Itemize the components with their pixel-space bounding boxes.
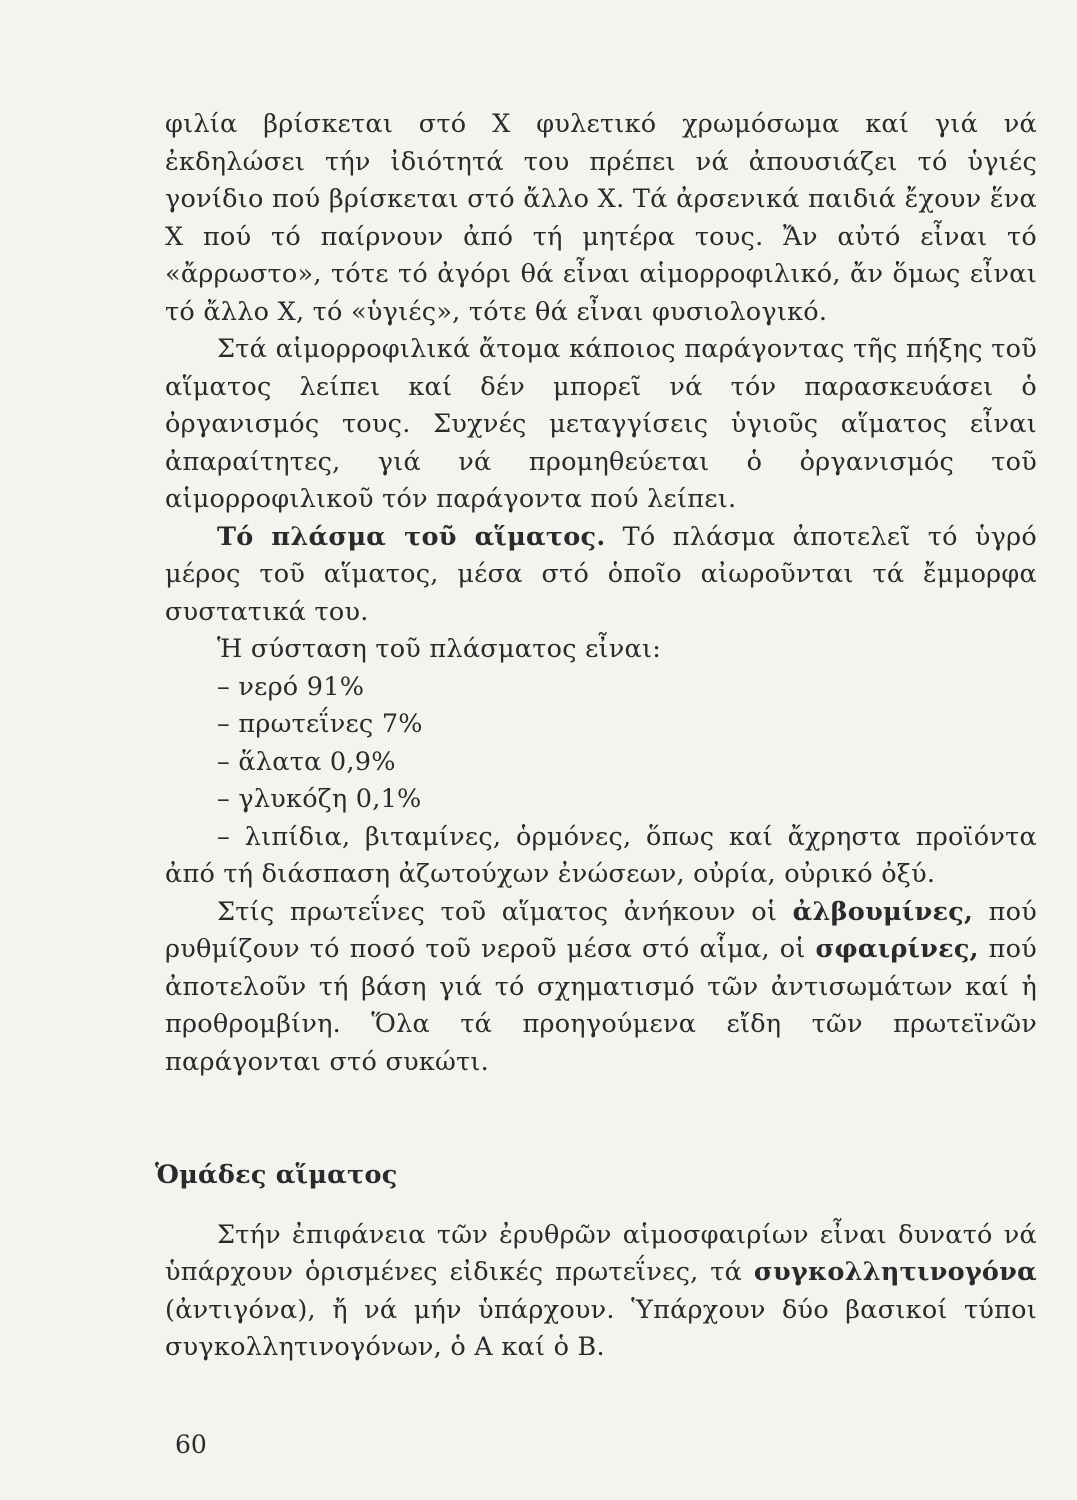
- plasma-term: Τό πλάσμα τοῦ αἵματος.: [217, 521, 606, 552]
- list-item: – ἅλατα 0,9%: [217, 746, 396, 777]
- agglutinogens-term: συγκολλητινογόνα: [753, 1257, 1037, 1287]
- list-item: – νερό 91%: [217, 671, 365, 702]
- plasma-text: Τό πλάσμα ἀποτελεῖ τό ὑγρό μέρος τοῦ αἵματος, μέσα στό ὁποῖο αἰωροῦνται τά ἔμμορφα συστατικά του.: [165, 521, 1037, 627]
- page-number: 60: [175, 1430, 207, 1459]
- paragraph-plasma: [165, 519, 1037, 632]
- albumins-term: ἀλβουμίνες,: [792, 896, 974, 927]
- plasma-composition-list: [165, 669, 1037, 894]
- paragraph-hemophilia-treatment: Στά αἱμορροφιλικά ἄτομα κάποιος παράγοντας τῆς πήξης τοῦ αἵματος λείπει καί δέν μπορεῖ νά τόν παρασκευάσει ὁ ὀργανισμός τους. Συχνές μεταγγίσεις ὑγιοῦς αἵματος εἶναι ἀπαραίτητες, γιά νά προμηθεύεται ὁ ὀργανισμός τοῦ αἱμορροφιλικοῦ τόν παράγοντα πού λείπει.: [165, 334, 1037, 514]
- proteins-text-c: πού ἀποτελοῦν τή βάση γιά τό σχηματισμό τῶν ἀντισωμάτων καί ἡ προθρομβίνη. Ὅλα τά προηγούμενα εἴδη τῶν πρωτεϊνῶν παράγονται στό συκώτι.: [165, 934, 1037, 1077]
- list-item: – πρωτεΐνες 7%: [217, 709, 423, 739]
- proteins-text-a: Στίς πρωτεΐνες τοῦ αἵματος ἀνήκουν οἱ: [217, 896, 793, 927]
- paragraph-hemophilia-inheritance: φιλία βρίσκεται στό Χ φυλετικό χρωμόσωμα καί γιά νά ἐκδηλώσει τήν ἰδιότητά του πρέπει νά ἀπουσιάζει τό ὑγιές γονίδιο πού βρίσκεται στό ἄλλο Χ. Τά ἀρσενικά παιδιά ἔχουν ἕνα Χ πού τό παίρνουν ἀπό τή μητέρα τους. Ἄν αὐτό εἶναι τό «ἄρρωστο», τότε τό ἀγόρι θά εἶναι αἱμορροφιλικό, ἄν ὅμως εἶναι τό ἄλλο Χ, τό «ὑγιές», τότε θά εἶναι φυσιολογικό.: [165, 109, 1037, 327]
- paragraph-proteins: [165, 894, 1037, 1082]
- list-item: – λιπίδια, βιταμίνες, ὁρμόνες, ὅπως καί ἄχρηστα προϊόντα ἀπό τή διάσπαση ἀζωτούχων ἐνώσεων, οὐρία, οὐρικό ὀξύ.: [165, 821, 1037, 889]
- section-heading: Ὁμάδες αἵματος: [155, 1160, 398, 1190]
- groups-text-b: (ἀντιγόνα), ἤ νά μήν ὑπάρχουν. Ὑπάρχουν δύο βασικοί τύποι συγκολλητινογόνων, ὁ Α καί ὁ Β.: [165, 1294, 1037, 1362]
- globulins-term: σφαιρίνες,: [815, 934, 979, 964]
- list-item: – γλυκόζη 0,1%: [217, 784, 422, 814]
- paragraph-blood-groups: [165, 1217, 1037, 1367]
- composition-intro: Ἡ σύσταση τοῦ πλάσματος εἶναι:: [217, 634, 662, 664]
- body-text: [155, 106, 1037, 1367]
- groups-text-a: Στήν ἐπιφάνεια τῶν ἐρυθρῶν αἱμοσφαιρίων εἶναι δυνατό νά ὑπάρχουν ὁρισμένες εἰδικές πρωτεΐνες, τά: [165, 1219, 1037, 1287]
- proteins-text-b: πού ρυθμίζουν τό ποσό τοῦ νεροῦ μέσα στό αἷμα, οἱ: [165, 896, 1037, 964]
